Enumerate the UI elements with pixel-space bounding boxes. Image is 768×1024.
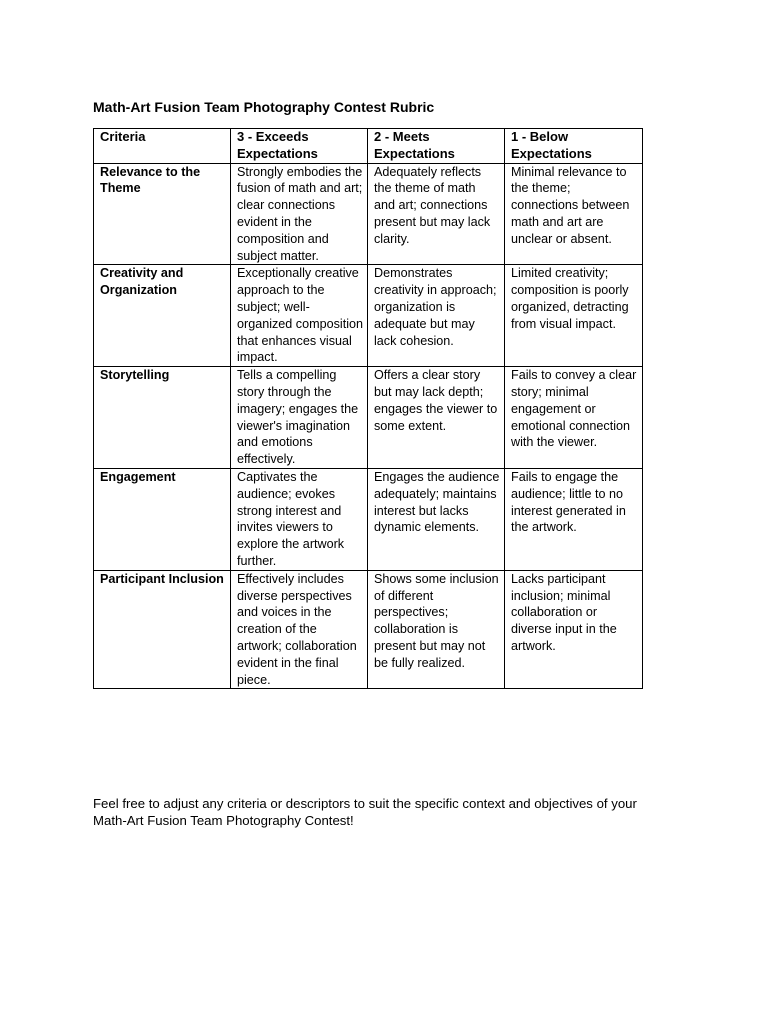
criterion-cell: Storytelling (94, 367, 231, 469)
table-row (94, 367, 643, 469)
table-row (94, 570, 643, 689)
meets-cell: Adequately reflects the theme of math and art; connections present but may lack clarity. (368, 163, 505, 265)
below-cell: Fails to engage the audience; little to no interest generated in the artwork. (505, 468, 643, 570)
criterion-cell: Participant Inclusion (94, 570, 231, 689)
table-row (94, 468, 643, 570)
exceeds-cell: Tells a compelling story through the imagery; engages the viewer's imagination and emotions effectively. (231, 367, 368, 469)
meets-cell: Demonstrates creativity in approach; organization is adequate but may lack cohesion. (368, 265, 505, 367)
exceeds-cell: Exceptionally creative approach to the subject; well-organized composition that enhances visual impact. (231, 265, 368, 367)
below-cell: Limited creativity; composition is poorly organized, detracting from visual impact. (505, 265, 643, 367)
column-header-below: 1 - Below Expectations (505, 129, 643, 164)
table-header-row (94, 129, 643, 164)
footnote-text: Feel free to adjust any criteria or descriptors to suit the specific context and objectives of your Math-Art Fusion Team Photography Contest! (93, 796, 637, 829)
column-header-meets: 2 - Meets Expectations (368, 129, 505, 164)
below-cell: Lacks participant inclusion; minimal collaboration or diverse input in the artwork. (505, 570, 643, 689)
page-title: Math-Art Fusion Team Photography Contest Rubric (93, 99, 435, 115)
meets-cell: Engages the audience adequately; maintains interest but lacks dynamic elements. (368, 468, 505, 570)
below-cell: Fails to convey a clear story; minimal engagement or emotional connection with the viewer. (505, 367, 643, 469)
criterion-cell: Relevance to the Theme (94, 163, 231, 265)
meets-cell: Shows some inclusion of different perspectives; collaboration is present but may not be fully realized. (368, 570, 505, 689)
exceeds-cell: Captivates the audience; evokes strong interest and invites viewers to explore the artwork further. (231, 468, 368, 570)
table-row (94, 265, 643, 367)
column-header-exceeds: 3 - Exceeds Expectations (231, 129, 368, 164)
exceeds-cell: Strongly embodies the fusion of math and art; clear connections evident in the composition and subject matter. (231, 163, 368, 265)
below-cell: Minimal relevance to the theme; connections between math and art are unclear or absent. (505, 163, 643, 265)
criterion-cell: Creativity and Organization (94, 265, 231, 367)
column-header-criteria: Criteria (94, 129, 231, 164)
exceeds-cell: Effectively includes diverse perspectives and voices in the creation of the artwork; collaboration evident in the final piece. (231, 570, 368, 689)
table-row (94, 163, 643, 265)
criterion-cell: Engagement (94, 468, 231, 570)
meets-cell: Offers a clear story but may lack depth; engages the viewer to some extent. (368, 367, 505, 469)
rubric-table (93, 128, 643, 689)
